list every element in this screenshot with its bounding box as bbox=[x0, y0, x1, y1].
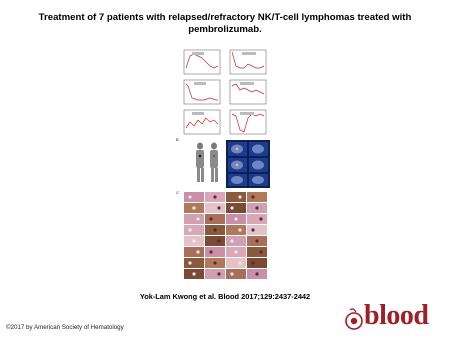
histology-tile-detail bbox=[238, 228, 241, 231]
histology-tile bbox=[247, 214, 267, 224]
figure-thumbnail bbox=[170, 44, 278, 284]
mini-chart-6 bbox=[230, 110, 266, 134]
histology-tile-detail bbox=[192, 272, 195, 275]
histology-tile-detail bbox=[213, 261, 216, 264]
histology-tile bbox=[205, 269, 225, 279]
histology-tile bbox=[184, 247, 204, 257]
histology-tile-detail bbox=[255, 272, 258, 275]
histology-tile bbox=[184, 214, 204, 224]
mini-chart-3 bbox=[184, 80, 220, 104]
figure-graphic bbox=[170, 44, 278, 284]
histology-tile-detail bbox=[234, 217, 237, 220]
mini-chart-4 bbox=[230, 80, 266, 104]
histology-tile bbox=[247, 247, 267, 257]
blood-journal-logo bbox=[344, 300, 440, 332]
histology-tile-detail bbox=[230, 206, 233, 209]
histology-tile bbox=[247, 225, 267, 235]
citation: Yok-Lam Kwong et al. Blood 2017;129:2437-2442 bbox=[139, 292, 311, 301]
histology-tile-detail bbox=[192, 206, 195, 209]
histology-tile-detail bbox=[230, 239, 233, 242]
svg-text:C: C bbox=[176, 190, 179, 195]
histology-tile-detail bbox=[217, 272, 220, 275]
histology-tile bbox=[184, 258, 204, 268]
histology-tile-detail bbox=[251, 228, 254, 231]
histology-grid bbox=[184, 192, 267, 279]
panel-a-charts bbox=[184, 50, 266, 134]
copyright-notice: ©2017 by American Society of Hematology bbox=[6, 324, 124, 331]
histology-tile-detail bbox=[188, 228, 191, 231]
histology-tile-detail bbox=[255, 206, 258, 209]
histology-tile-detail bbox=[238, 195, 241, 198]
histology-tile-detail bbox=[188, 261, 191, 264]
histology-tile bbox=[226, 269, 246, 279]
histology-tile bbox=[226, 236, 246, 246]
histology-tile-detail bbox=[217, 239, 220, 242]
svg-text:B: B bbox=[176, 137, 179, 142]
panel-b-pet-ct bbox=[176, 137, 270, 188]
blood-drop-icon bbox=[344, 304, 364, 332]
histology-tile bbox=[184, 225, 204, 235]
histology-tile-detail bbox=[251, 195, 254, 198]
mini-chart-1 bbox=[184, 50, 220, 74]
mini-chart-5 bbox=[184, 110, 220, 134]
histology-tile-detail bbox=[230, 272, 233, 275]
histology-tile bbox=[226, 192, 246, 202]
histology-tile-detail bbox=[251, 261, 254, 264]
histology-tile bbox=[205, 247, 225, 257]
histology-tile-detail bbox=[213, 228, 216, 231]
histology-tile-detail bbox=[259, 250, 262, 253]
histology-tile-detail bbox=[196, 250, 199, 253]
mini-chart-2 bbox=[230, 50, 266, 74]
histology-tile bbox=[205, 203, 225, 213]
histology-tile-detail bbox=[188, 195, 191, 198]
histology-tile-detail bbox=[196, 217, 199, 220]
histology-tile-detail bbox=[209, 250, 212, 253]
histology-tile-detail bbox=[255, 239, 258, 242]
histology-tile-detail bbox=[209, 217, 212, 220]
histology-tile-detail bbox=[213, 195, 216, 198]
histology-tile bbox=[205, 236, 225, 246]
histology-tile-detail bbox=[217, 206, 220, 209]
histology-tile-detail bbox=[238, 261, 241, 264]
panel-c-histology bbox=[176, 190, 267, 279]
logo-wordmark: blood bbox=[364, 300, 429, 331]
histology-tile bbox=[226, 258, 246, 268]
histology-tile-detail bbox=[192, 239, 195, 242]
slide-title: Treatment of 7 patients with relapsed/refractory NK/T-cell lymphomas treated with pembrolizumab. bbox=[38, 12, 412, 35]
histology-tile bbox=[247, 258, 267, 268]
histology-tile-detail bbox=[234, 250, 237, 253]
histology-tile bbox=[226, 225, 246, 235]
histology-tile bbox=[205, 214, 225, 224]
histology-tile bbox=[226, 203, 246, 213]
histology-tile bbox=[184, 192, 204, 202]
histology-tile bbox=[247, 192, 267, 202]
histology-tile-detail bbox=[259, 217, 262, 220]
